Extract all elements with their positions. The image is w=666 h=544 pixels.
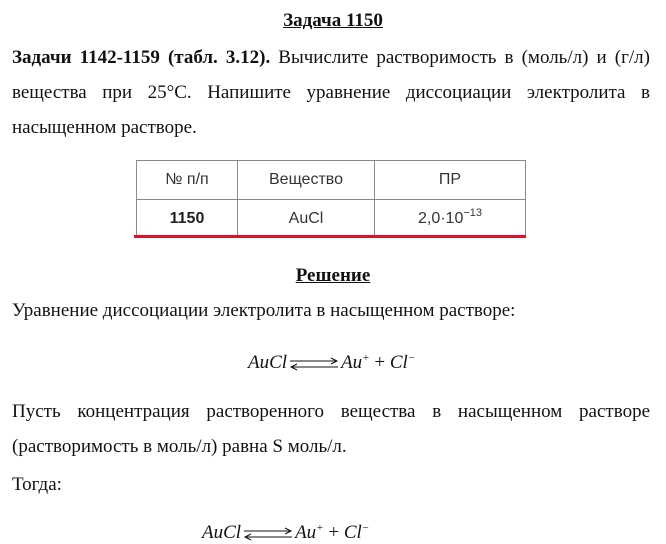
eq-reactant: AuCl — [248, 352, 288, 373]
problem-text: Вычислите растворимость в (моль/л) и (г/л) вещества при 25°С. Напишите уравнение диссоциации электролита в насыщенном растворе. — [12, 47, 650, 138]
eq-anion: Cl — [389, 352, 408, 373]
eq2-anion: Cl — [343, 522, 362, 543]
header-number: № п/п — [137, 161, 238, 200]
red-underline — [134, 235, 526, 238]
pr-exponent: −13 — [463, 206, 483, 219]
header-pr: ПР — [375, 161, 526, 200]
cell-substance: AuCl — [238, 200, 375, 238]
problem-statement — [12, 40, 650, 145]
problem-range-label: Задачи 1142-1159 (табл. 3.12). — [12, 47, 271, 68]
dissociation-equation-2 — [202, 522, 369, 544]
eq-cation: Au — [341, 352, 363, 373]
table-row — [137, 200, 526, 238]
eq-plus: + — [374, 352, 386, 373]
pr-base: 2,0·10 — [417, 209, 464, 227]
concentration-text: Пусть концентрация растворенного вещества в насыщенном растворе (растворимость в моль/л) равна S моль/л. — [12, 401, 650, 457]
equilibrium-arrows-icon — [289, 357, 339, 371]
problem-title: Задача 1150 — [283, 10, 383, 31]
cell-number: 1150 — [137, 200, 238, 238]
eq-cation-charge: + — [362, 352, 370, 364]
eq-anion-charge: − — [407, 352, 416, 364]
eq2-anion-charge: − — [361, 522, 370, 534]
then-label: Тогда: — [12, 474, 62, 495]
cell-pr — [375, 200, 526, 238]
eq2-plus: + — [328, 522, 340, 543]
solution-title: Решение — [295, 265, 371, 286]
eq2-cation: Au — [295, 522, 317, 543]
dissociation-intro: Уравнение диссоциации электролита в насыщенном растворе: — [12, 300, 516, 321]
header-substance: Вещество — [238, 161, 375, 200]
eq2-reactant: AuCl — [202, 522, 242, 543]
data-table — [136, 160, 526, 238]
eq2-cation-charge: + — [316, 522, 324, 534]
table-header-row — [137, 161, 526, 200]
equilibrium-arrows-icon — [243, 527, 293, 541]
dissociation-equation — [248, 352, 415, 374]
